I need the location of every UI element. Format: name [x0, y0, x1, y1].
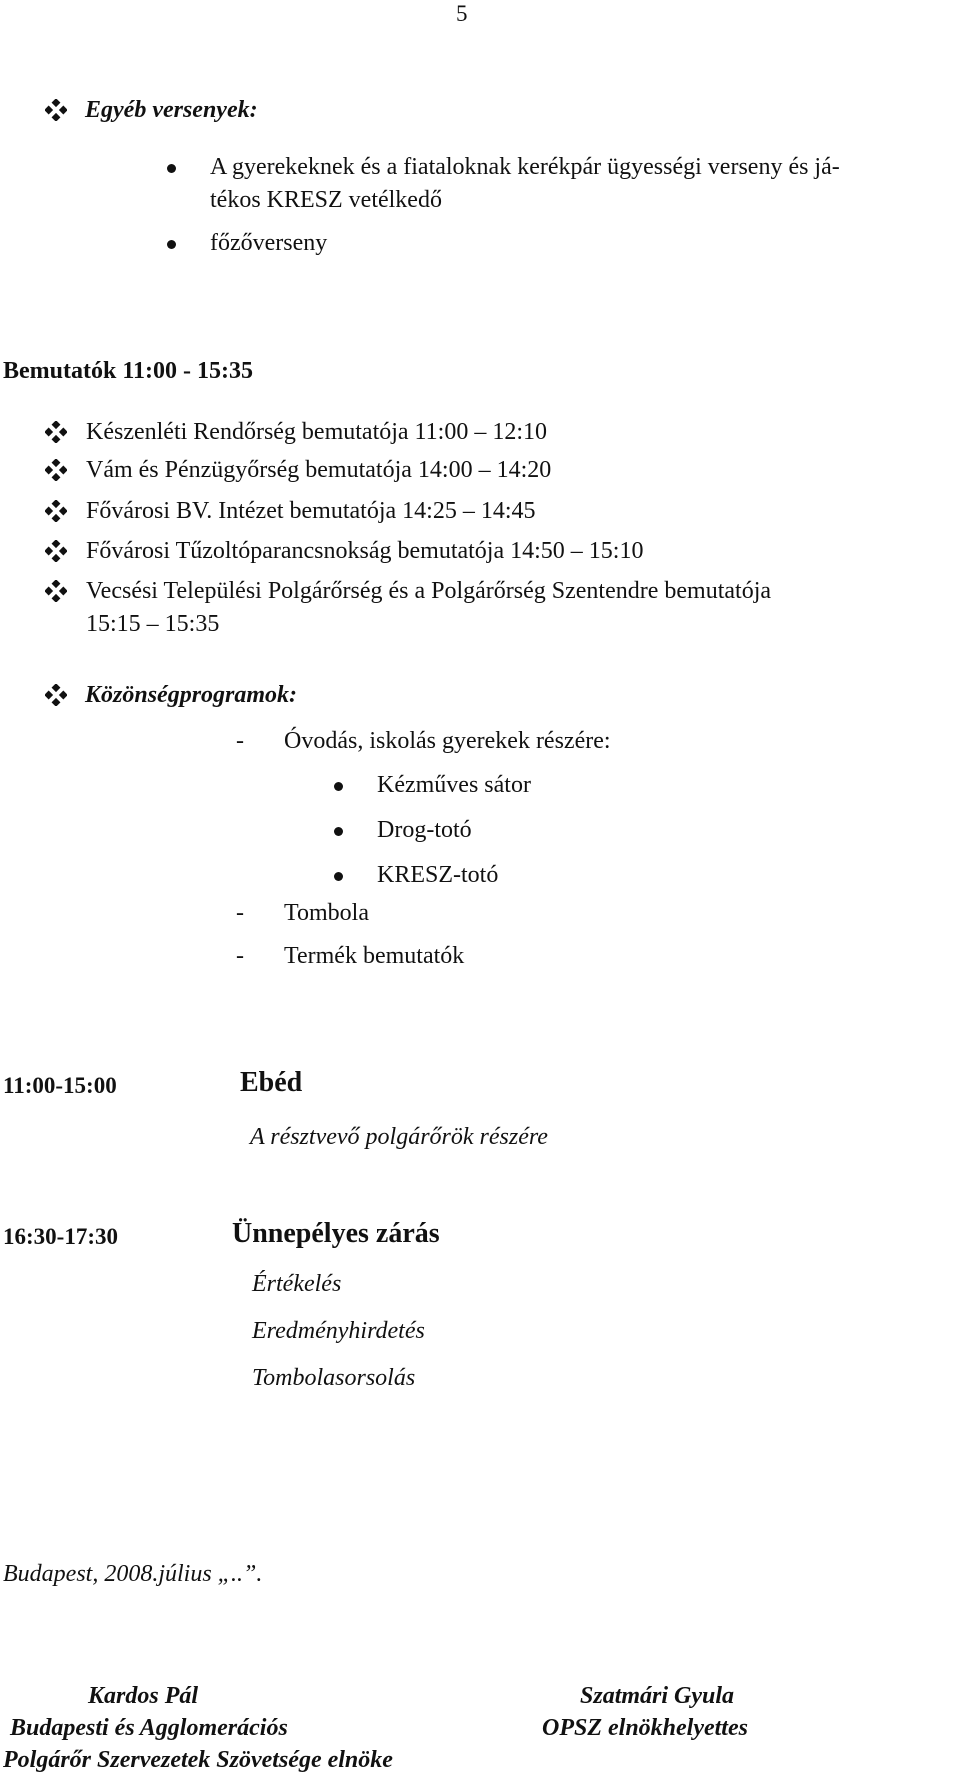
list-item: Tombola: [284, 900, 369, 926]
list-item: Termék bemutatók: [284, 943, 465, 969]
dash-bullet: -: [236, 900, 244, 926]
list-item: Készenléti Rendőrség bemutatója 11:00 – 12:10: [86, 419, 548, 445]
closing-title: Ünnepélyes zárás: [232, 1218, 440, 1249]
diamond-bullet-icon: [45, 684, 67, 706]
list-item: 15:15 – 15:35: [86, 611, 220, 637]
page-number: 5: [456, 1, 468, 26]
dash-bullet: -: [236, 728, 244, 754]
place-date: Budapest, 2008.július „..”.: [3, 1561, 263, 1587]
signature-right-title: OPSZ elnökhelyettes: [542, 1715, 748, 1741]
list-item: Fővárosi Tűzoltóparancsnokság bemutatója 14:50 – 15:10: [86, 538, 644, 564]
list-item: főzőverseny: [210, 230, 328, 256]
signature-left-line1: Budapesti és Agglomerációs: [10, 1715, 288, 1741]
list-item: KRESZ-totó: [377, 862, 499, 888]
lunch-time: 11:00-15:00: [3, 1073, 117, 1098]
closing-item: Tombolasorsolás: [252, 1365, 416, 1391]
bullet-dot-icon: [167, 240, 176, 249]
list-item: Drog-totó: [377, 817, 472, 843]
diamond-bullet-icon: [45, 540, 67, 562]
signature-left-name: Kardos Pál: [88, 1683, 199, 1709]
signature-right-name: Szatmári Gyula: [580, 1683, 735, 1709]
list-item: Vecsési Települési Polgárőrség és a Polgárőrség Szentendre bemutatója: [86, 578, 772, 604]
bullet-dot-icon: [334, 872, 343, 881]
section-heading-demos: Bemutatók 11:00 - 15:35: [3, 358, 253, 384]
signature-left-line2: Polgárőr Szervezetek Szövetsége elnöke: [3, 1747, 393, 1773]
bullet-dot-icon: [334, 782, 343, 791]
closing-item: Eredményhirdetés: [252, 1318, 425, 1344]
diamond-bullet-icon: [45, 99, 67, 121]
list-item: Vám és Pénzügyőrség bemutatója 14:00 – 14:20: [86, 457, 552, 483]
diamond-bullet-icon: [45, 459, 67, 481]
list-item: Kézműves sátor: [377, 772, 531, 798]
diamond-bullet-icon: [45, 500, 67, 522]
list-item: Fővárosi BV. Intézet bemutatója 14:25 – 14:45: [86, 498, 536, 524]
closing-item: Értékelés: [252, 1271, 342, 1297]
bullet-dot-icon: [334, 827, 343, 836]
list-item: A gyerekeknek és a fiataloknak kerékpár ügyességi verseny és já-: [210, 154, 840, 180]
closing-time: 16:30-17:30: [3, 1224, 118, 1249]
bullet-dot-icon: [167, 164, 176, 173]
section-heading-other-competitions: Egyéb versenyek:: [85, 97, 258, 123]
diamond-bullet-icon: [45, 580, 67, 602]
section-heading-public-programs: Közönségprogramok:: [85, 682, 298, 708]
list-item: Óvodás, iskolás gyerekek részére:: [284, 728, 611, 754]
diamond-bullet-icon: [45, 421, 67, 443]
lunch-note: A résztvevő polgárőrök részére: [250, 1124, 548, 1150]
dash-bullet: -: [236, 943, 244, 969]
lunch-title: Ebéd: [240, 1067, 303, 1098]
list-item: tékos KRESZ vetélkedő: [210, 187, 442, 213]
